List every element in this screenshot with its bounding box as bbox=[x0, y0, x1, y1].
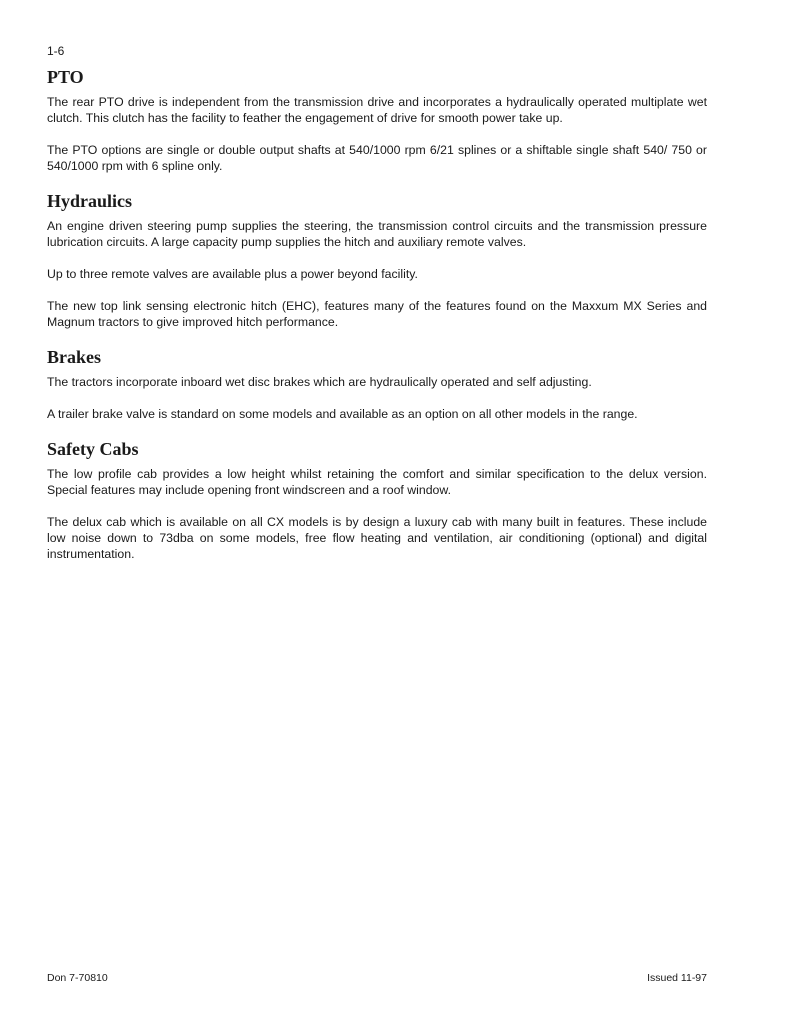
paragraph: An engine driven steering pump supplies the steering, the transmission control circuits and the transmission pressure lubrication circuits. A large capacity pump supplies the hitch and auxiliary remote valves. bbox=[47, 219, 707, 249]
section-pto bbox=[47, 66, 707, 174]
section-safety-cabs bbox=[47, 438, 707, 562]
section-heading: Hydraulics bbox=[47, 191, 133, 211]
paragraph: Up to three remote valves are available plus a power beyond facility. bbox=[47, 267, 418, 281]
paragraph: The rear PTO drive is independent from the transmission drive and incorporates a hydraulically operated multiplate wet clutch. This clutch has the facility to feather the engagement of drive for smooth power take up. bbox=[47, 95, 707, 125]
document-body bbox=[47, 66, 707, 578]
paragraph: The PTO options are single or double output shafts at 540/1000 rpm 6/21 splines or a shiftable single shaft 540/ 750 or 540/1000 rpm with 6 spline only. bbox=[47, 143, 707, 173]
section-heading: Safety Cabs bbox=[47, 439, 139, 459]
paragraph: The delux cab which is available on all CX models is by design a luxury cab with many built in features. These include low noise down to 73dba on some models, free flow heating and ventilation, air conditioning (optional) and digital instrumentation. bbox=[47, 515, 707, 561]
issue-date: Issued 11-97 bbox=[647, 972, 707, 984]
page-number: 1-6 bbox=[47, 44, 65, 58]
section-heading: PTO bbox=[47, 67, 84, 87]
section-hydraulics bbox=[47, 190, 707, 330]
paragraph: The new top link sensing electronic hitch (EHC), features many of the features found on the Maxxum MX Series and Magnum tractors to give improved hitch performance. bbox=[47, 299, 707, 329]
section-heading: Brakes bbox=[47, 347, 101, 367]
section-brakes bbox=[47, 346, 707, 422]
paragraph: A trailer brake valve is standard on some models and available as an option on all other models in the range. bbox=[47, 407, 638, 421]
paragraph: The tractors incorporate inboard wet disc brakes which are hydraulically operated and self adjusting. bbox=[47, 375, 592, 389]
document-code: Don 7-70810 bbox=[47, 972, 108, 984]
paragraph: The low profile cab provides a low height whilst retaining the comfort and similar specification to the delux version. Special features may include opening front windscreen and a roof window. bbox=[47, 467, 707, 497]
